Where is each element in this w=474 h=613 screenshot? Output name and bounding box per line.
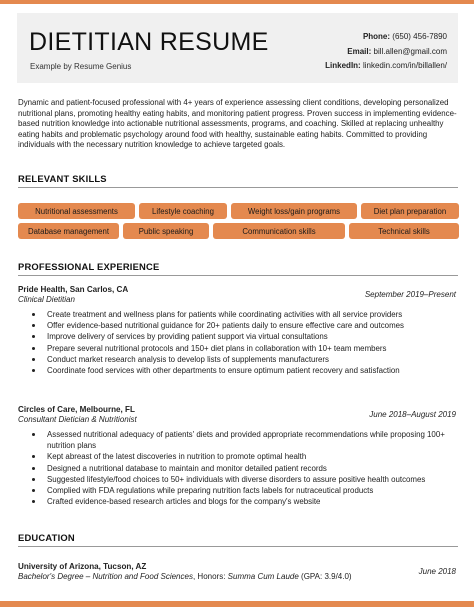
education-degree: Bachelor's Degree – Nutrition and Food Sciences [18,572,193,581]
resume-header [17,13,458,83]
job-bullets [18,309,458,376]
education-honors-label: , Honors: [192,572,228,581]
job-header [18,285,458,307]
contact-linkedin [325,59,447,74]
top-accent-bar [0,0,474,4]
phone-value[interactable]: (650) 456-7890 [392,32,447,41]
email-value[interactable]: bill.allen@gmail.com [373,46,447,56]
resume-subtitle: Example by Resume Genius [30,62,132,71]
professional-summary: Dynamic and patient-focused professional with 4+ years of experience assessing client conditions, developing personalized nutritional plans, promoting healthy eating habits, and monitoring patient progress. Proven success in implementing evidence-based nutrition knowledge into actionable nutritional assessments, programs, and coaching. Skilled at replacing unhealthy eating habits and problematic psychology around food with healthy, sustainable eating habits. Committed to providing individuals with the necessary nutrition knowledge to achieve targeted goals. [18,98,457,149]
skill-badge: Communication skills [213,223,345,239]
bullet-item: Improve delivery of services by providing patient support via virtual consultations [18,331,458,342]
skills-section-title: RELEVANT SKILLS [18,173,107,184]
job-dates: September 2019–Present [364,290,456,299]
bullet-item: Complied with FDA regulations while preparing nutrition facts labels for nutraceutical products [18,485,458,496]
section-divider [18,275,458,276]
job-header [18,405,458,427]
contact-info [325,30,447,74]
experience-section-title: PROFESSIONAL EXPERIENCE [18,261,160,272]
bullet-item: Offer evidence-based nutritional guidance for 20+ patients daily to ensure effective care and outcomes [18,320,458,331]
skill-badge: Public speaking [123,223,209,239]
bottom-accent-bar [0,601,474,607]
education-date: June 2018 [418,567,456,576]
skill-badge: Nutritional assessments [18,203,135,219]
job-company: Circles of Care, Melbourne, FL [18,405,135,414]
skill-badge: Database management [18,223,119,239]
education-school: University of Arizona, Tucson, AZ [18,562,147,571]
job-bullets [18,429,458,507]
job-role: Clinical Dietitian [18,295,75,304]
email-label: Email: [347,46,372,56]
bullet-item: Assessed nutritional adequacy of patients' diets and provided appropriate recommendations while proposing 100+ nutrition plans [18,429,458,451]
skill-badge: Technical skills [349,223,459,239]
education-degree-line [18,572,352,581]
skill-badge: Weight loss/gain programs [231,203,357,219]
section-divider [18,546,458,547]
skills-row [18,203,459,219]
skill-badge: Lifestyle coaching [139,203,227,219]
contact-phone [325,30,447,45]
skills-row [18,223,459,239]
bullet-item: Prepare several nutritional protocols and 150+ diet plans in collaboration with 10+ team members [18,343,458,354]
bullet-item: Crafted evidence-based research articles and blogs for the company's website [18,496,458,507]
education-gpa: (GPA: 3.9/4.0) [298,572,352,581]
job-entry [18,405,458,507]
linkedin-label: LinkedIn: [325,61,361,70]
job-entry [18,285,458,376]
section-divider [18,187,458,188]
education-honors: Summa Cum Laude [227,572,299,581]
skills-grid [18,203,459,243]
bullet-item: Create treatment and wellness plans for patients while coordinating activities with all service providers [18,309,458,320]
bullet-item: Conduct market research analysis to develop lists of supplements manufacturers [18,354,458,365]
linkedin-value[interactable]: linkedin.com/in/billallen/ [362,61,447,70]
skill-badge: Diet plan preparation [361,203,459,219]
job-role: Consultant Dietician & Nutritionist [18,415,137,424]
education-section-title: EDUCATION [18,532,75,543]
contact-email [325,45,447,60]
resume-name: DIETITIAN RESUME [29,28,269,56]
bullet-item: Coordinate food services with other departments to ensure optimum patient recovery and satisfaction [18,365,458,376]
education-entry [18,562,458,584]
phone-label: Phone: [362,32,391,41]
bullet-item: Kept abreast of the latest discoveries in nutrition to promote optimal health [18,451,458,462]
job-dates: June 2018–August 2019 [369,410,456,419]
bullet-item: Suggested lifestyle/food choices to 50+ individuals with diverse disorders to assure positive health outcomes [18,474,458,485]
job-company: Pride Health, San Carlos, CA [18,285,129,294]
bullet-item: Designed a nutritional database to maintain and monitor detailed patient records [18,463,458,474]
